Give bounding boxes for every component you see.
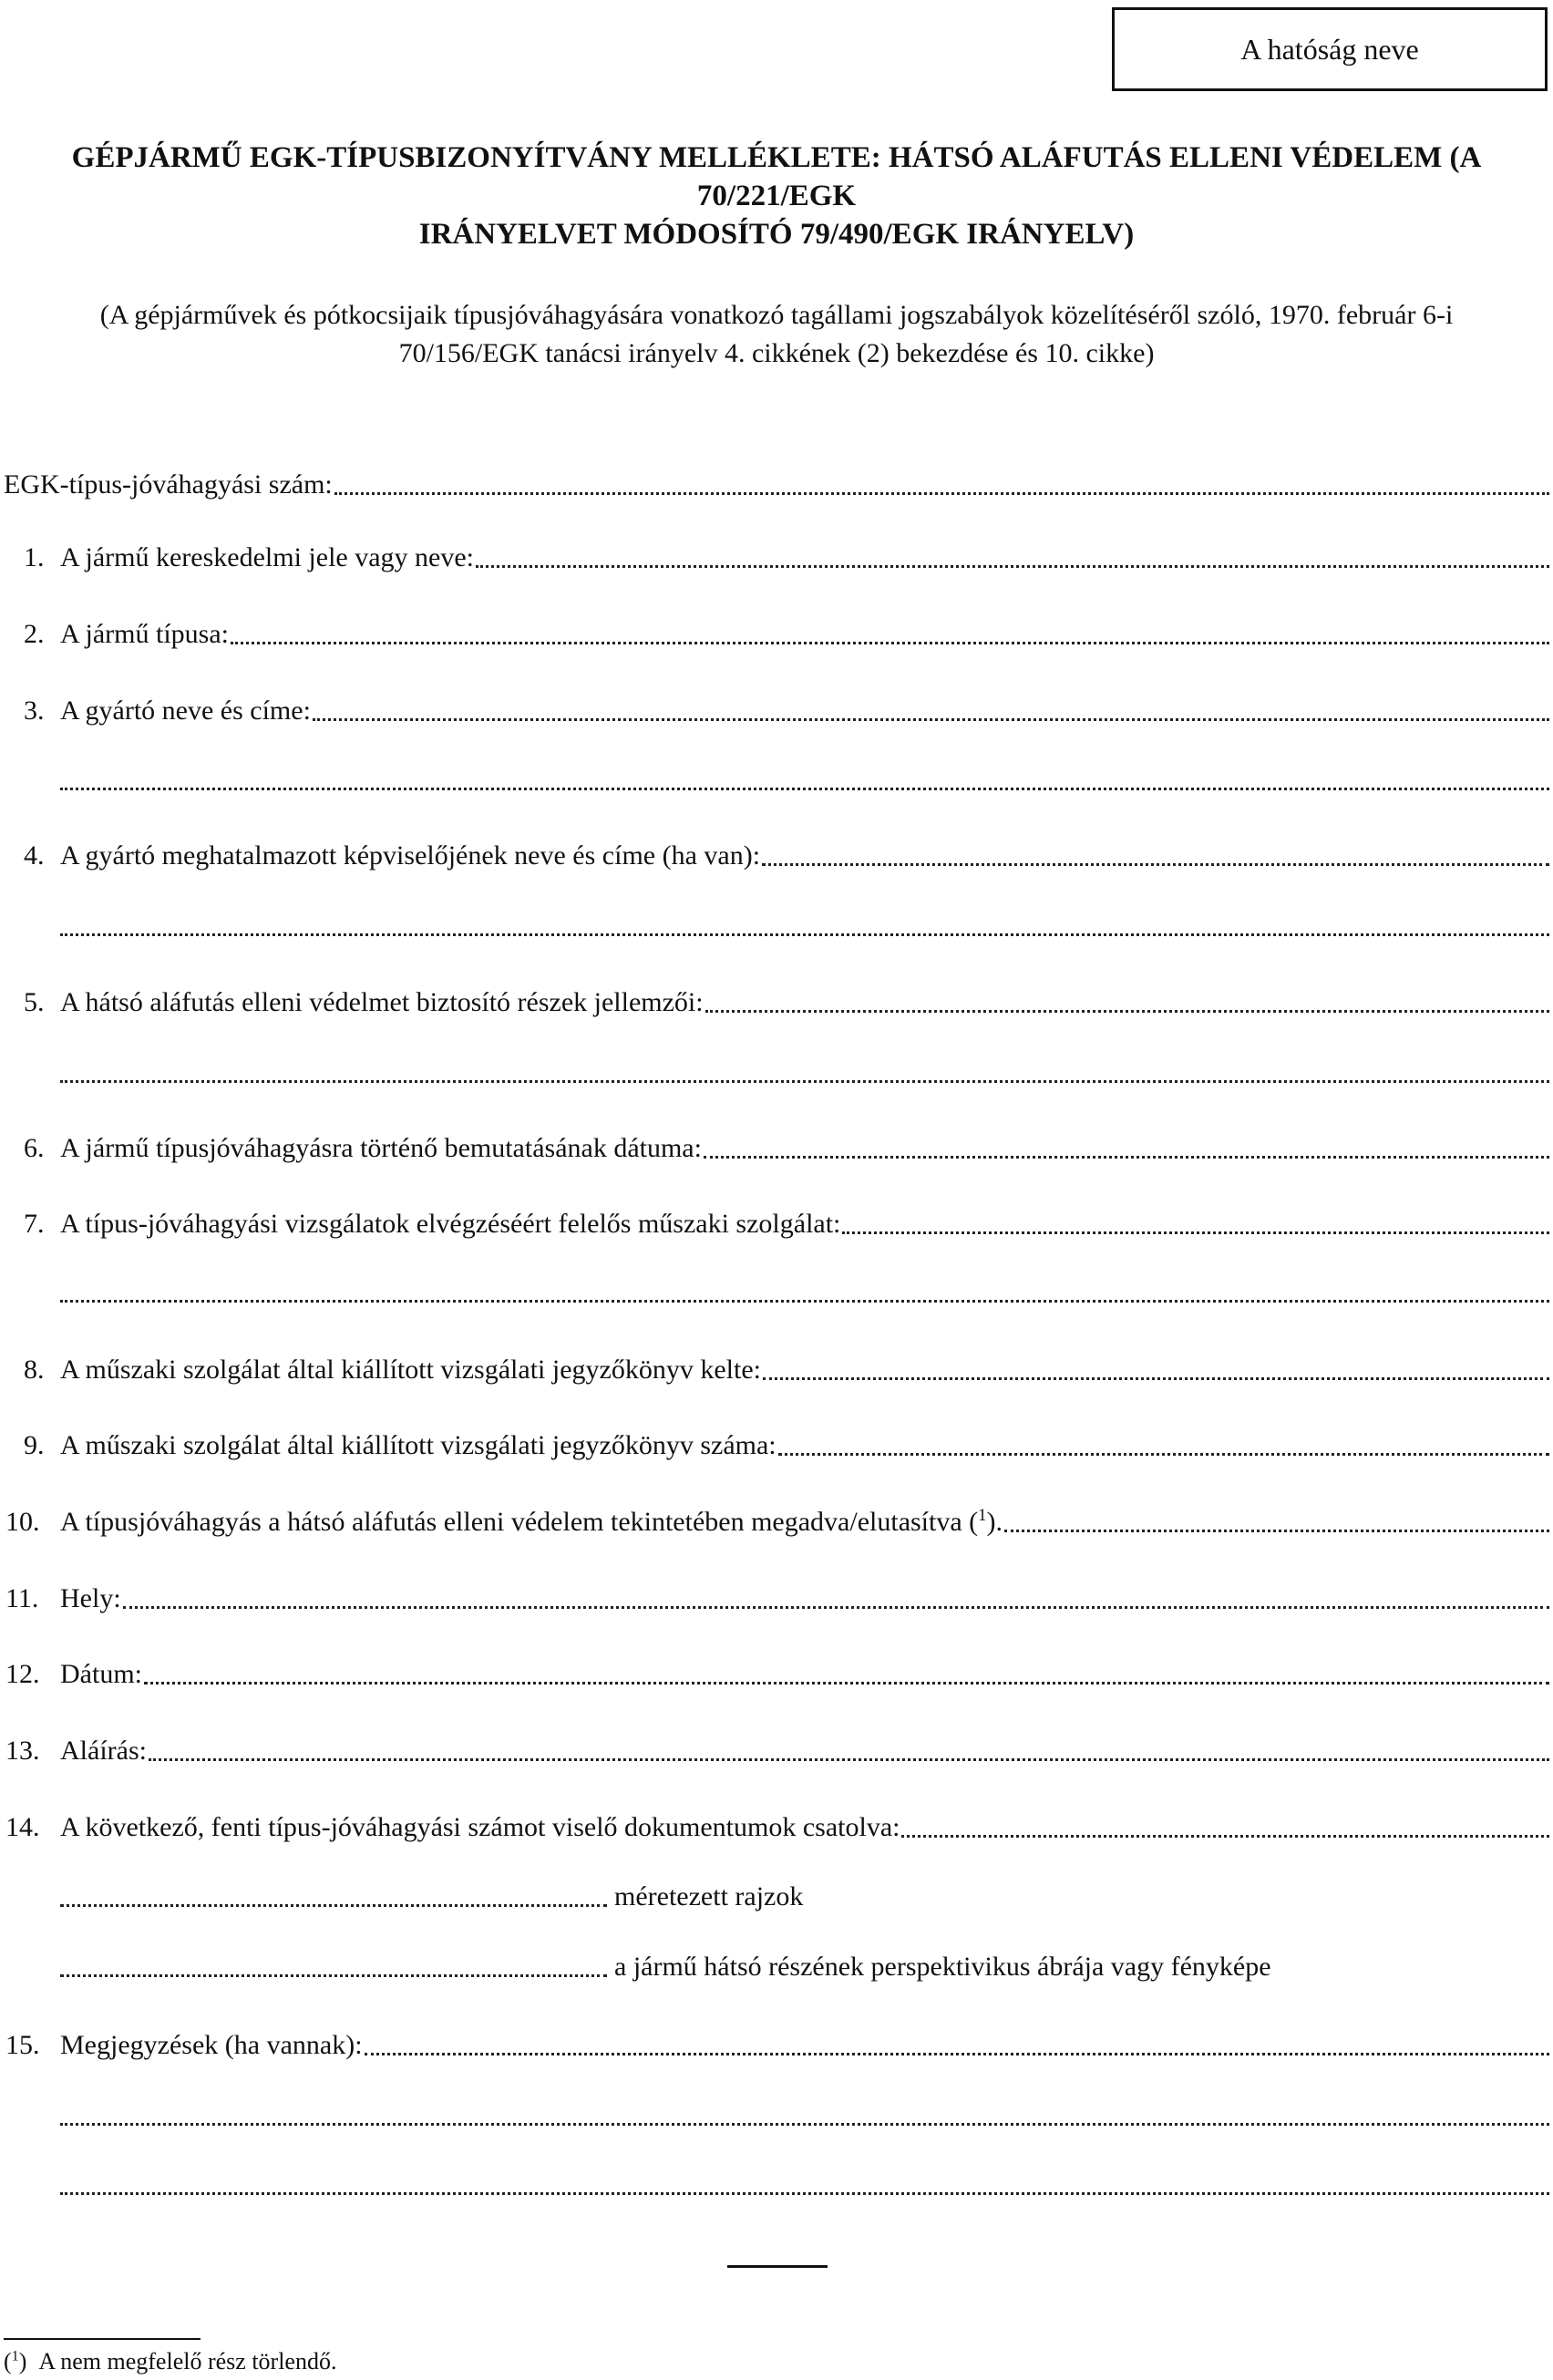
item-number: 15. bbox=[5, 2030, 40, 2060]
form-item-7[interactable] bbox=[24, 1207, 1549, 1242]
approval-number-dotted-line[interactable] bbox=[334, 489, 1549, 495]
item-number: 6. bbox=[24, 1133, 45, 1163]
item-number: 5. bbox=[24, 987, 45, 1017]
form-item-3[interactable] bbox=[24, 694, 1549, 728]
item-number: 9. bbox=[24, 1430, 45, 1460]
item-label: A jármű típusa: bbox=[60, 619, 229, 649]
attachment-dotted-line[interactable] bbox=[60, 1901, 607, 1907]
item-number: 13. bbox=[5, 1736, 40, 1766]
form-item-13[interactable] bbox=[5, 1734, 1549, 1768]
form-item-10[interactable] bbox=[5, 1505, 1549, 1540]
item-dotted-line[interactable] bbox=[704, 1152, 1549, 1159]
item-number: 12. bbox=[5, 1659, 40, 1689]
attachment-dimensioned-drawings[interactable] bbox=[60, 1880, 803, 1914]
item-label: A gyártó meghatalmazott képviselőjének neve és címe (ha van): bbox=[60, 840, 761, 871]
item-label: A jármű kereskedelmi jele vagy neve: bbox=[60, 542, 474, 572]
form-item-11[interactable] bbox=[5, 1582, 1549, 1616]
item-dotted-line[interactable] bbox=[123, 1602, 1549, 1609]
document-title bbox=[0, 139, 1553, 253]
item-label-text: A típusjóváhagyás a hátsó aláfutás elleni védelem tekintetében megadva/elutasítva ( bbox=[60, 1507, 979, 1537]
item-dotted-line[interactable] bbox=[762, 860, 1549, 866]
item-5-continuation-line[interactable] bbox=[60, 1077, 1549, 1083]
end-separator-rule bbox=[727, 2265, 828, 2268]
item-7-continuation-line[interactable] bbox=[60, 1296, 1549, 1303]
item-4-continuation-line[interactable] bbox=[60, 930, 1549, 936]
form-item-14[interactable] bbox=[5, 1810, 1549, 1845]
attachment-rear-perspective[interactable] bbox=[60, 1950, 1271, 1984]
item-label: Dátum: bbox=[60, 1659, 142, 1689]
form-item-15[interactable] bbox=[5, 2028, 1549, 2063]
footnote-marker: 1 bbox=[11, 2348, 19, 2365]
authority-name-label: A hatóság neve bbox=[1240, 32, 1419, 66]
item-label: A hátsó aláfutás elleni védelmet biztosító részek jellemzői: bbox=[60, 987, 704, 1017]
approval-number-field[interactable] bbox=[4, 468, 1549, 502]
item-15-continuation-line-2[interactable] bbox=[60, 2189, 1549, 2195]
footnote bbox=[4, 2348, 336, 2375]
item-dotted-line[interactable] bbox=[144, 1678, 1549, 1685]
item-dotted-line[interactable] bbox=[365, 2049, 1549, 2055]
item-number: 10. bbox=[5, 1507, 40, 1537]
item-dotted-line[interactable] bbox=[231, 638, 1549, 644]
item-label: Hely: bbox=[60, 1583, 121, 1613]
form-item-4[interactable] bbox=[24, 839, 1549, 873]
form-item-2[interactable] bbox=[24, 617, 1549, 652]
form-item-5[interactable] bbox=[24, 985, 1549, 1020]
item-label bbox=[60, 1505, 1003, 1540]
item-number: 11. bbox=[5, 1583, 39, 1613]
item-label: A jármű típusjóváhagyásra történő bemutatásának dátuma: bbox=[60, 1133, 702, 1163]
item-dotted-line[interactable] bbox=[476, 562, 1549, 568]
item-label: Megjegyzések (ha vannak): bbox=[60, 2030, 363, 2060]
item-number: 7. bbox=[24, 1209, 45, 1239]
item-label: A típus-jóváhagyási vizsgálatok elvégzéséért felelős műszaki szolgálat: bbox=[60, 1209, 841, 1239]
item-dotted-line[interactable] bbox=[778, 1449, 1549, 1456]
subtitle-line-1: (A gépjárművek és pótkocsijaik típusjóváhagyására vonatkozó tagállami jogszabályok közelítéséről szóló, 1970. február 6-i bbox=[99, 300, 1454, 330]
item-number: 1. bbox=[24, 542, 45, 572]
item-number: 14. bbox=[5, 1812, 40, 1842]
title-line-2: IRÁNYELVET MÓDOSÍTÓ 79/490/EGK IRÁNYELV) bbox=[418, 218, 1135, 251]
attachment-label: méretezett rajzok bbox=[614, 1881, 804, 1911]
document-subtitle bbox=[0, 296, 1553, 373]
item-15-continuation-line-1[interactable] bbox=[60, 2119, 1549, 2126]
authority-name-box bbox=[1112, 7, 1548, 91]
footnote-reference: 1 bbox=[978, 1506, 987, 1525]
item-dotted-line[interactable] bbox=[313, 715, 1549, 721]
item-number: 4. bbox=[24, 840, 45, 871]
subtitle-line-2: 70/156/EGK tanácsi irányelv 4. cikkének (2) bekezdése és 10. cikke) bbox=[398, 338, 1155, 368]
approval-number-label: EGK-típus-jóváhagyási szám: bbox=[4, 469, 333, 500]
form-item-9[interactable] bbox=[24, 1428, 1549, 1463]
item-dotted-line[interactable] bbox=[705, 1006, 1549, 1013]
attachment-dotted-line[interactable] bbox=[60, 1971, 607, 1977]
item-label: A műszaki szolgálat által kiállított vizsgálati jegyzőkönyv kelte: bbox=[60, 1355, 761, 1385]
item-dotted-line[interactable] bbox=[149, 1755, 1549, 1761]
item-dotted-line[interactable] bbox=[901, 1831, 1549, 1838]
item-label: A gyártó neve és címe: bbox=[60, 695, 311, 726]
form-item-6[interactable] bbox=[24, 1131, 1549, 1166]
item-number: 2. bbox=[24, 619, 45, 649]
item-dotted-line[interactable] bbox=[1004, 1526, 1549, 1532]
item-label: Aláírás: bbox=[60, 1736, 147, 1766]
item-number: 8. bbox=[24, 1355, 45, 1385]
form-item-12[interactable] bbox=[5, 1657, 1549, 1692]
attachment-label: a jármű hátsó részének perspektivikus ábrája vagy fényképe bbox=[614, 1952, 1271, 1982]
footnote-text: A nem megfelelő rész törlendő. bbox=[38, 2348, 337, 2375]
item-label: A következő, fenti típus-jóváhagyási számot viselő dokumentumok csatolva: bbox=[60, 1812, 900, 1842]
item-dotted-line[interactable] bbox=[842, 1228, 1549, 1234]
item-dotted-line[interactable] bbox=[763, 1374, 1549, 1380]
footnote-separator-rule bbox=[4, 2338, 201, 2340]
item-label: A műszaki szolgálat által kiállított vizsgálati jegyzőkönyv száma: bbox=[60, 1430, 776, 1460]
form-item-8[interactable] bbox=[24, 1353, 1549, 1387]
title-line-1: GÉPJÁRMŰ EGK-TÍPUSBIZONYÍTVÁNY MELLÉKLETE: HÁTSÓ ALÁFUTÁS ELLENI VÉDELEM (A 70/221/EGK bbox=[71, 141, 1482, 212]
item-3-continuation-line[interactable] bbox=[60, 784, 1549, 790]
form-item-1[interactable] bbox=[24, 541, 1549, 575]
item-label-tail: ). bbox=[986, 1507, 1003, 1537]
footnote-close-paren: ) bbox=[18, 2348, 27, 2375]
item-number: 3. bbox=[24, 695, 45, 726]
footnote-open-paren: ( bbox=[4, 2348, 12, 2375]
